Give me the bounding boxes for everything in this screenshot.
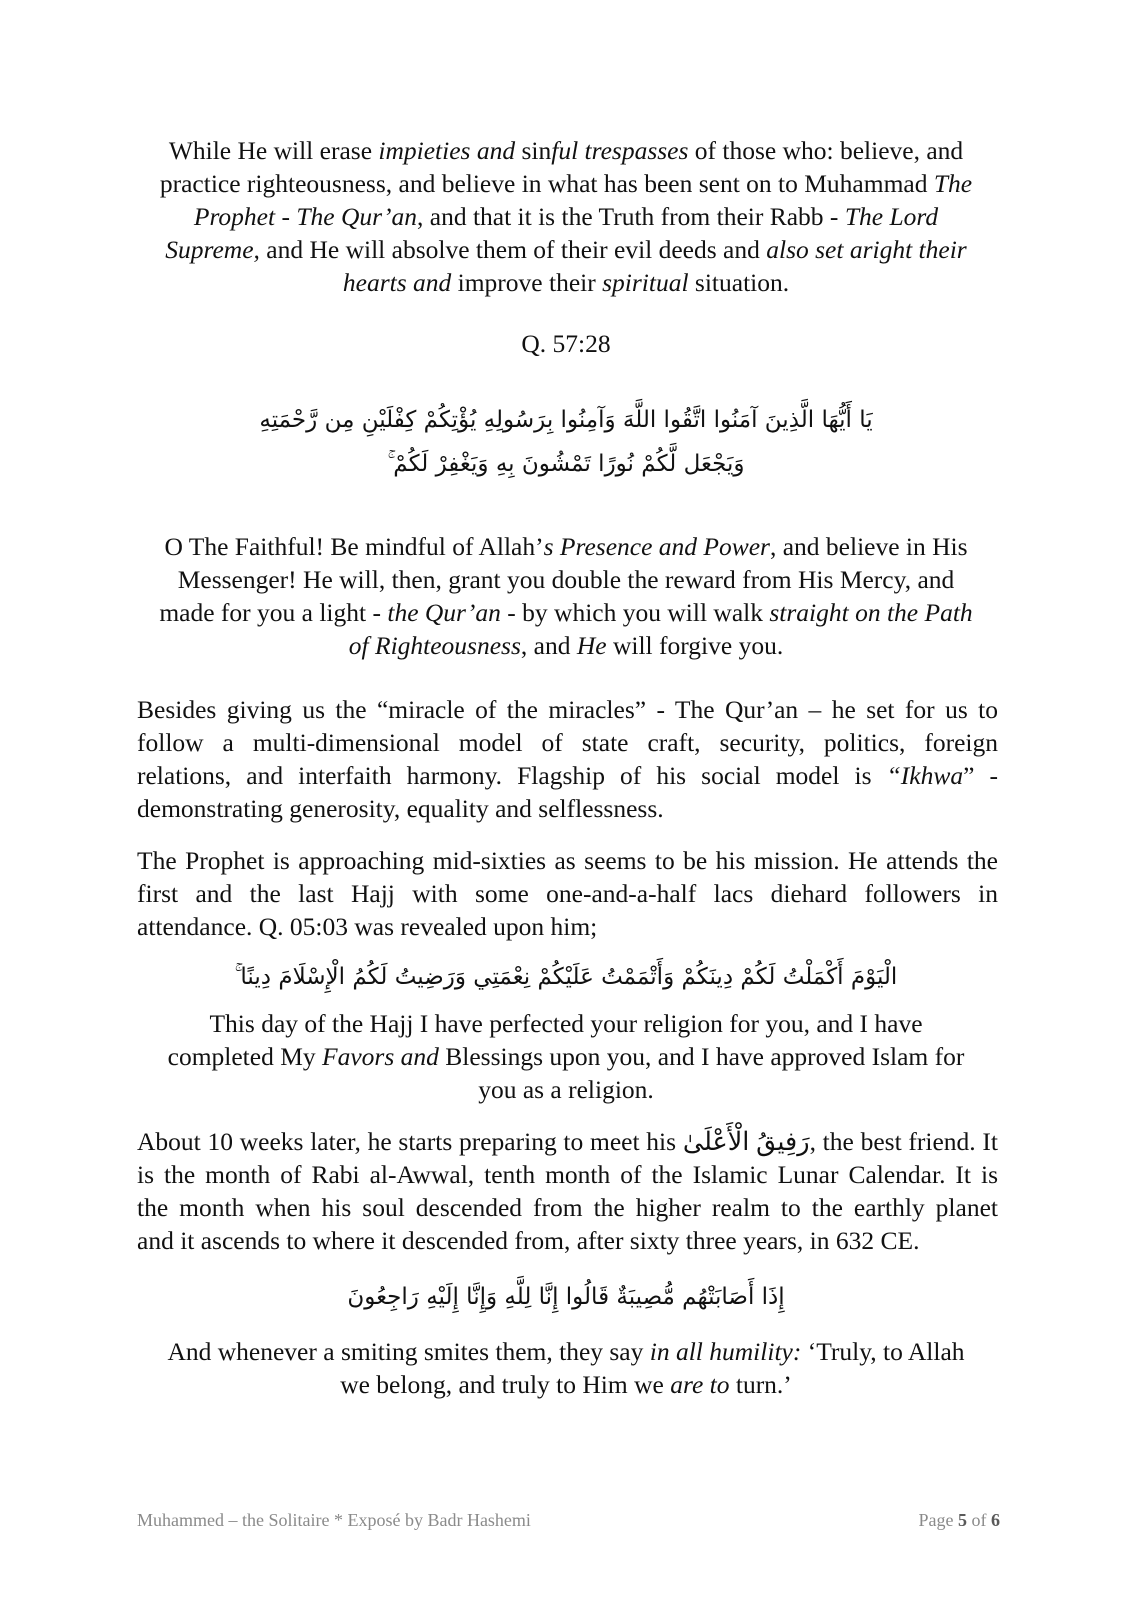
text-run: ” - — [963, 761, 999, 790]
paragraph2-line — [130, 563, 1002, 596]
paragraph1-line — [130, 233, 1002, 266]
paragraph4-line — [137, 844, 998, 877]
text-run: follow a multi-dimensional model of state craft, security, politics, foreign — [137, 728, 998, 757]
text-run: is the month of Rabi al-Awwal, tenth month of the Islamic Lunar Calendar. It is — [137, 1160, 998, 1189]
paragraph6-line — [137, 1224, 998, 1257]
text-run: first and the last Hajj with some one-and-a-half lacs diehard followers in — [137, 879, 998, 908]
text-run: , the best friend. It — [809, 1127, 998, 1156]
paragraph5-line — [130, 1040, 1002, 1073]
italic-run: Supreme, — [165, 235, 260, 264]
footer-page-prefix: Page — [918, 1510, 954, 1530]
paragraph1-line — [130, 134, 1002, 167]
italic-run: also set aright their — [766, 235, 967, 264]
paragraph2-line — [130, 596, 1002, 629]
paragraph2-line — [130, 530, 1002, 563]
italic-run: “Ikhwa — [886, 761, 964, 790]
text-run: O The Faithful! Be mindful of Allah’ — [164, 532, 544, 561]
italic-run: Prophet — [193, 202, 276, 231]
arabic-verse-1-line-1: يَا أَيُّهَا الَّذِينَ آمَنُوا اتَّقُوا اللَّهَ وَآمِنُوا بِرَسُولِهِ يُؤْتِكُمْ كِفْلَيْنِ مِن رَّحْمَتِهِ — [259, 407, 873, 433]
text-run: demonstrating generosity, equality and selflessness. — [137, 794, 664, 823]
paragraph-verse-translation-3 — [130, 1007, 1002, 1106]
text-run: The Prophet is approaching mid-sixties as seems to be his mission. He attends the — [137, 846, 998, 875]
text-run: - by which you will walk — [500, 598, 770, 627]
text-run: And whenever a smiting smites them, they say — [167, 1337, 650, 1366]
footer-title: Muhammed – the Solitaire * Exposé by Badr Hashemi — [137, 1510, 531, 1530]
text-run: While He will erase — [168, 136, 379, 165]
italic-run: impieties and — [378, 136, 516, 165]
paragraph6-line — [137, 1191, 998, 1224]
text-run: situation. — [688, 268, 790, 297]
paragraph-verse-translation-2 — [130, 530, 1002, 662]
italic-run: spiritual — [602, 268, 689, 297]
paragraph7-line — [130, 1368, 1002, 1401]
paragraph-verse-translation-4 — [130, 1335, 1002, 1401]
paragraph5-line — [130, 1007, 1002, 1040]
paragraph7-line — [130, 1335, 1002, 1368]
paragraph2-line — [130, 629, 1002, 662]
arabic-verse-1-line-2: وَيَجْعَل لَّكُمْ نُورًا تَمْشُونَ بِهِ وَيَغْفِرْ لَكُمْ ۚ — [387, 451, 745, 477]
paragraph3-line — [137, 792, 998, 825]
text-run: , and — [520, 631, 577, 660]
paragraph4-line — [137, 877, 998, 910]
italic-run: s Presence and Power — [543, 532, 770, 561]
italic-run: Favors and — [322, 1042, 439, 1071]
paragraph3-line — [137, 693, 998, 726]
text-run: completed My — [167, 1042, 323, 1071]
text-run: - — [275, 202, 297, 231]
footer-page-of: of — [971, 1510, 987, 1530]
italic-run: The Lord — [844, 202, 939, 231]
text-run: practice righteousness, and believe in what has been sent on to Muhammad — [159, 169, 934, 198]
text-run: we belong, and truly to Him we — [340, 1370, 671, 1399]
text-run: the month when his soul descended from the higher realm to the earthly planet — [137, 1193, 998, 1222]
text-run: turn.’ — [729, 1370, 792, 1399]
text-run: of those who: believe, and — [688, 136, 964, 165]
paragraph4-line — [137, 910, 998, 943]
text-run: Blessings upon you, and I have approved Islam for — [438, 1042, 965, 1071]
italic-run: hearts and — [342, 268, 452, 297]
text-run: and He will absolve them of their evil deeds and — [259, 235, 767, 264]
text-run: will forgive you. — [606, 631, 784, 660]
footer-page-current: 5 — [958, 1510, 967, 1530]
verse-reference: Q. 57:28 — [521, 329, 611, 358]
italic-run: of Righteousness — [348, 631, 521, 660]
paragraph1-line — [130, 200, 1002, 233]
text-run: , and that it is the Truth from their Rabb - — [417, 202, 845, 231]
italic-run: the Qur’an — [387, 598, 501, 627]
footer-page-number — [919, 1510, 1001, 1531]
arabic-verse-2: الْيَوْمَ أَكْمَلْتُ لَكُمْ دِينَكُمْ وَأَتْمَمْتُ عَلَيْكُمْ نِعْمَتِي وَرَضِيتُ لَكُمُ الْإِسْلَامَ دِينًا ۚ — [234, 964, 898, 990]
italic-run: He — [576, 631, 607, 660]
text-run: attendance. Q. 05:03 was revealed upon him; — [137, 912, 598, 941]
text-run: رَفِيقُ الْأَعْلَىٰ — [682, 1127, 810, 1156]
text-run: About 10 weeks later, he starts preparing to meet his — [137, 1127, 683, 1156]
paragraph-body-1 — [137, 693, 998, 825]
arabic-verse-1 — [130, 398, 1002, 486]
paragraph-body-3 — [137, 1125, 998, 1257]
text-run: This day of the Hajj I have perfected your religion for you, and I have — [209, 1009, 923, 1038]
paragraph1-line — [130, 266, 1002, 299]
paragraph-verse-translation-1 — [130, 134, 1002, 299]
text-run: improve their — [451, 268, 603, 297]
footer-page-total: 6 — [991, 1510, 1000, 1530]
text-run: , and believe in His — [769, 532, 968, 561]
paragraph3-line — [137, 759, 998, 792]
italic-run: are to — [670, 1370, 730, 1399]
text-run: you as a religion. — [478, 1075, 654, 1104]
text-run: Messenger! He will, then, grant you double the reward from His Mercy, and — [177, 565, 955, 594]
text-run: Besides giving us the “miracle of the miracles” - The Qur’an – he set for us to — [137, 695, 998, 724]
paragraph1-line — [130, 167, 1002, 200]
paragraph-body-2 — [137, 844, 998, 943]
paragraph6-line — [137, 1125, 998, 1158]
paragraph5-line — [130, 1073, 1002, 1106]
italic-run: The — [933, 169, 973, 198]
italic-run: in all humility: — [649, 1337, 802, 1366]
text-run: and it ascends to where it descended from, after sixty three years, in 632 CE. — [137, 1226, 920, 1255]
paragraph3-line — [137, 726, 998, 759]
paragraph6-line — [137, 1158, 998, 1191]
text-run: sin — [515, 136, 552, 165]
arabic-verse-3: إِذَا أَصَابَتْهُم مُّصِيبَةٌ قَالُوا إِنَّا لِلَّهِ وَإِنَّا إِلَيْهِ رَاجِعُونَ — [347, 1284, 785, 1310]
italic-run: The Qur’an — [296, 202, 417, 231]
italic-run: ful trespasses — [551, 136, 689, 165]
italic-run: straight on the Path — [769, 598, 973, 627]
text-run: ‘Truly, to Allah — [801, 1337, 965, 1366]
text-run: made for you a light - — [159, 598, 388, 627]
text-run: relations, and interfaith harmony. Flagship of his social model is — [137, 761, 887, 790]
